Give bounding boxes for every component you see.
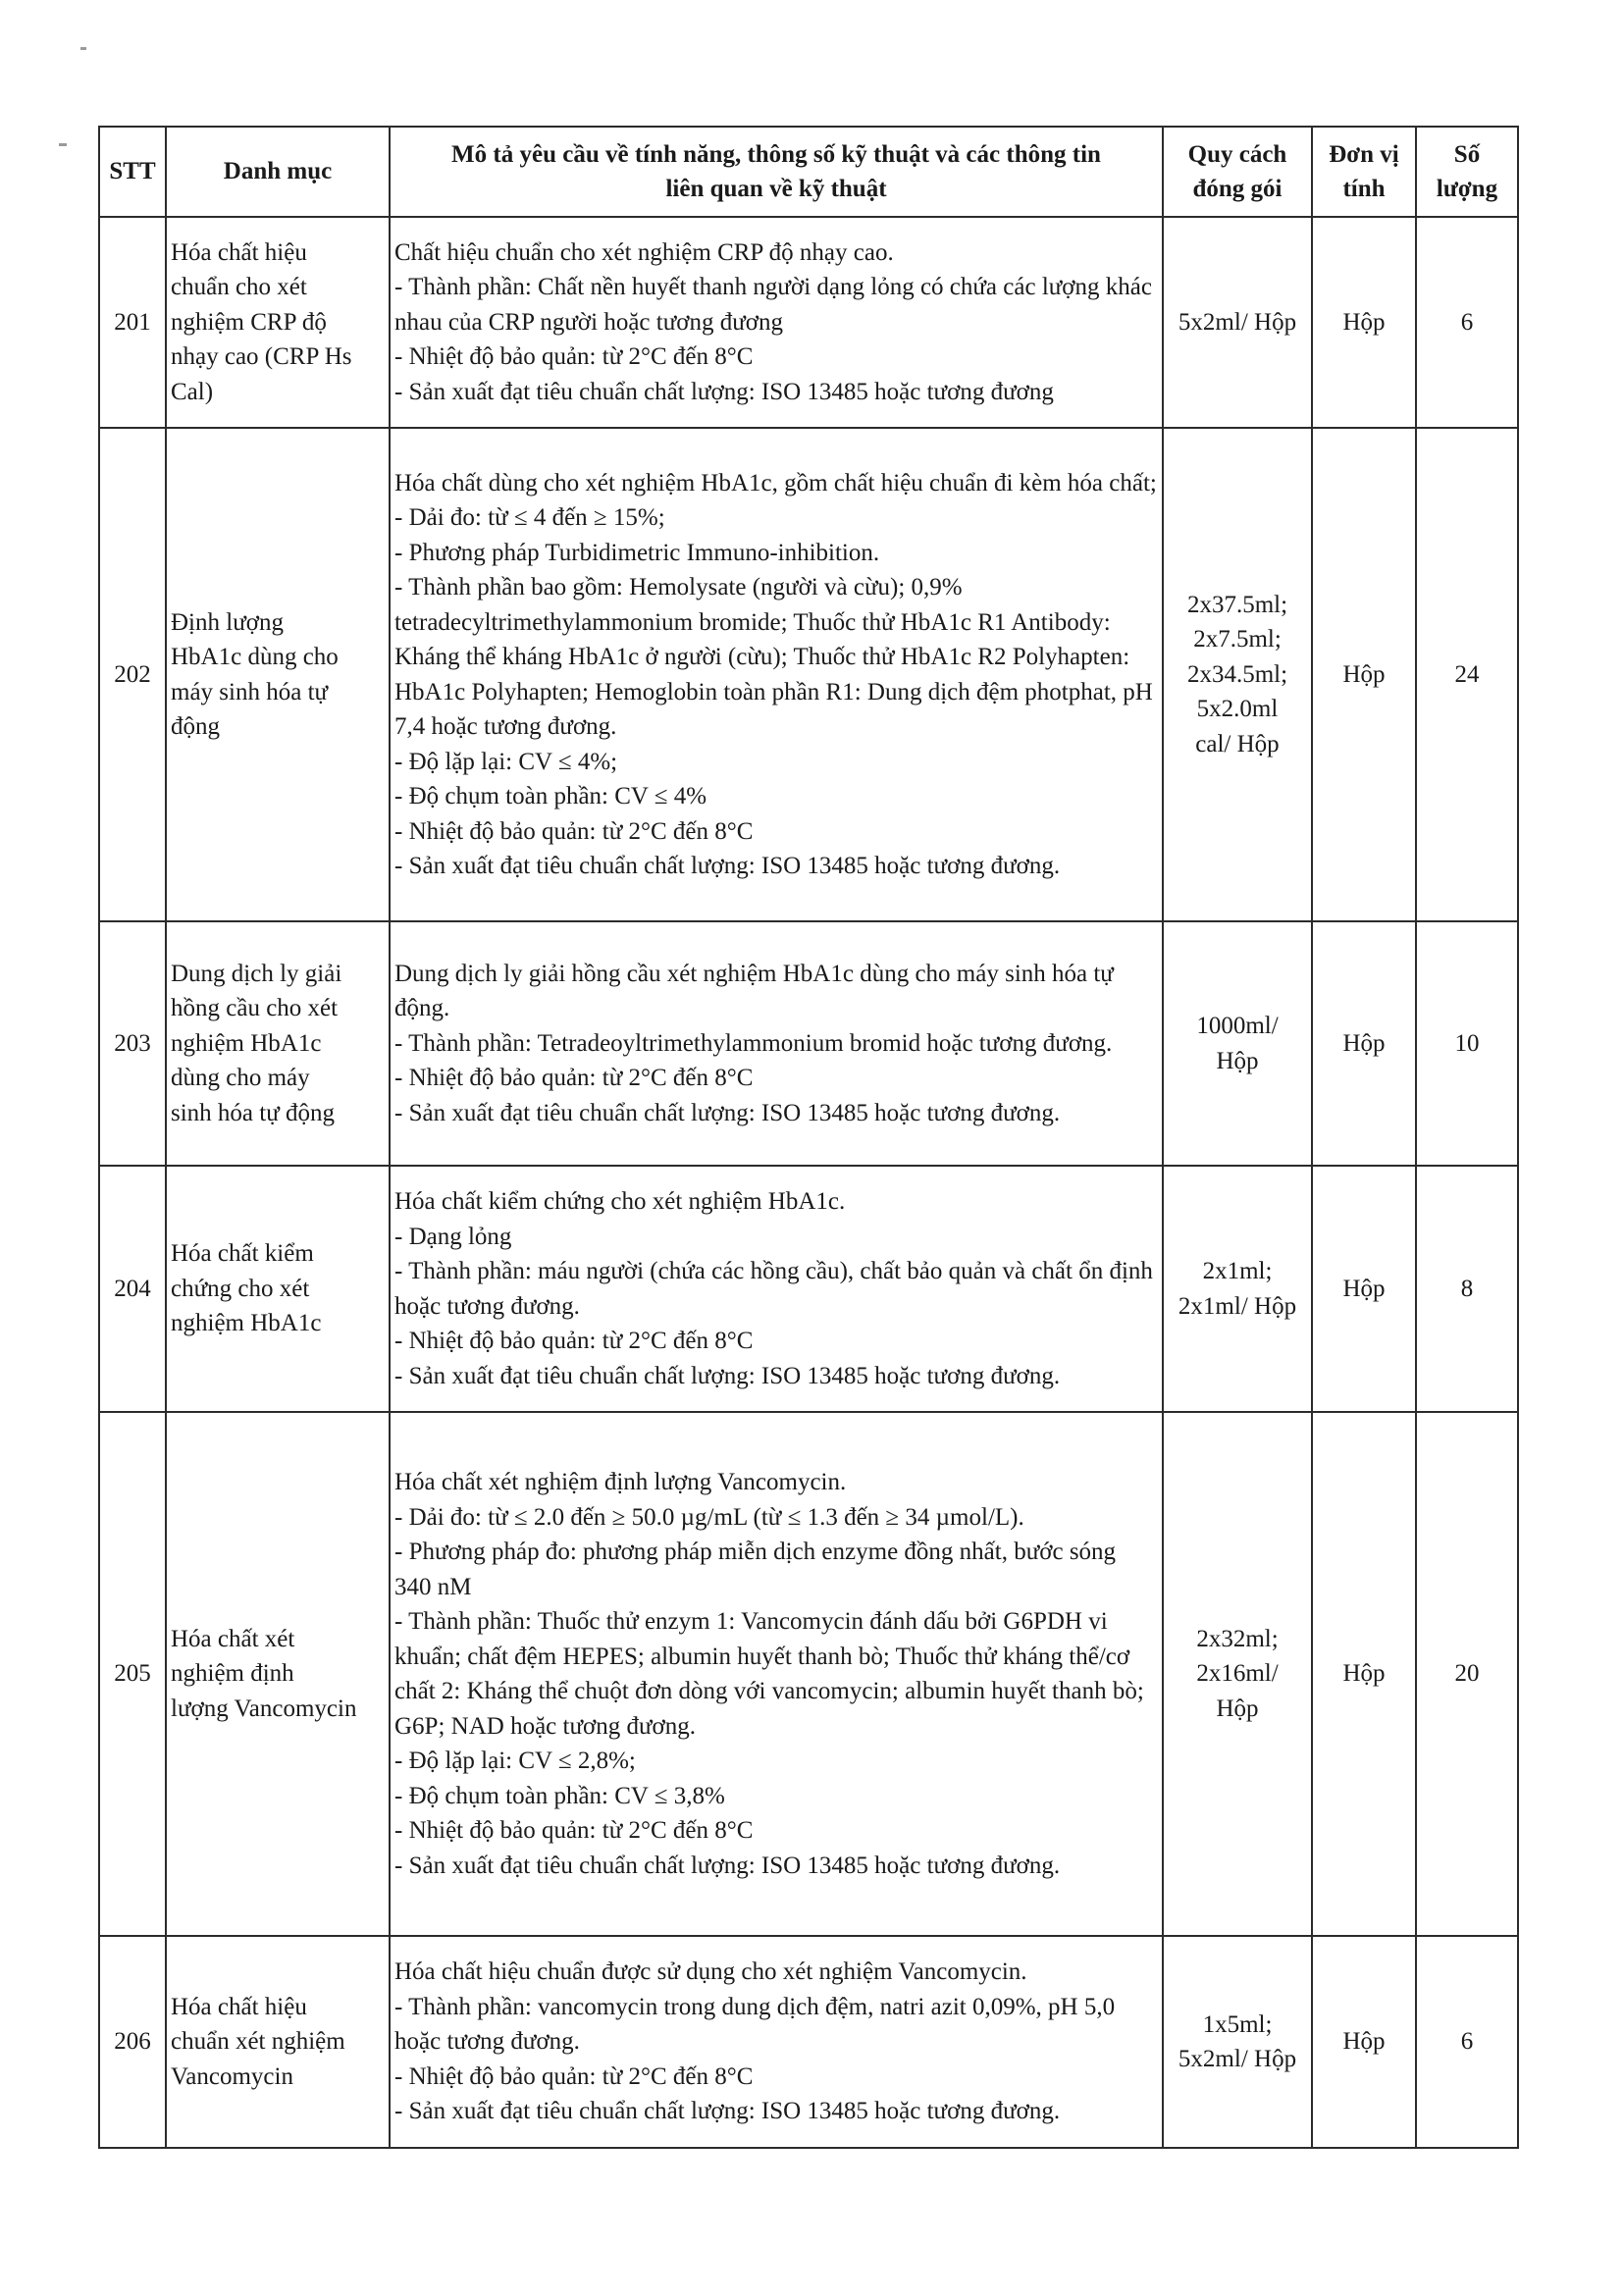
row-description: Hóa chất dùng cho xét nghiệm HbA1c, gồm chất hiệu chuẩn đi kèm hóa chất; - Dải đo: từ ≤ 4 đến ≥ 15%; - Phương pháp Turbidimetric Immuno-inhibition. - Thành phần bao gồm: Hemolysate (người và cừu); 0,9% tetradecyltrimethylammonium bromide; Thuốc thử HbA1c R1 Antibody: Kháng thể kháng HbA1c ở người (cừu); Thuốc thử HbA1c R2 Polyhapten: HbA1c Polyhapten; Hemoglobin toàn phần R1: Dung dịch đệm photphat, pH 7,4 hoặc tương đương. - Độ lặp lại: CV ≤ 4%; - Độ chụm toàn phần: CV ≤ 4% - Nhiệt độ bảo quản: từ 2°C đến 8°C - Sản xuất đạt tiêu chuẩn chất lượng: ISO 13485 hoặc tương đương. bbox=[390, 428, 1163, 921]
row-packaging: 1x5ml; 5x2ml/ Hộp bbox=[1163, 1936, 1312, 2148]
table-row bbox=[99, 1166, 1518, 1412]
row-description: Hóa chất hiệu chuẩn được sử dụng cho xét nghiệm Vancomycin. - Thành phần: vancomycin trong dung dịch đệm, natri azit 0,09%, pH 5,0 hoặc tương đương. - Nhiệt độ bảo quản: từ 2°C đến 8°C - Sản xuất đạt tiêu chuẩn chất lượng: ISO 13485 hoặc tương đương. bbox=[390, 1936, 1163, 2148]
header-category: Danh mục bbox=[166, 127, 390, 217]
header-description: Mô tả yêu cầu về tính năng, thông số kỹ thuật và các thông tin liên quan về kỹ thuật bbox=[390, 127, 1163, 217]
row-quantity: 6 bbox=[1416, 217, 1518, 428]
row-unit: Hộp bbox=[1312, 921, 1416, 1166]
row-stt: 202 bbox=[99, 428, 166, 921]
row-packaging: 1000ml/ Hộp bbox=[1163, 921, 1312, 1166]
row-packaging: 2x1ml; 2x1ml/ Hộp bbox=[1163, 1166, 1312, 1412]
row-category: Định lượng HbA1c dùng cho máy sinh hóa tự động bbox=[166, 428, 390, 921]
header-stt: STT bbox=[99, 127, 166, 217]
table-row bbox=[99, 921, 1518, 1166]
scan-speck bbox=[80, 47, 86, 50]
table-row bbox=[99, 1412, 1518, 1936]
row-unit: Hộp bbox=[1312, 217, 1416, 428]
row-packaging: 5x2ml/ Hộp bbox=[1163, 217, 1312, 428]
row-stt: 203 bbox=[99, 921, 166, 1166]
row-quantity: 8 bbox=[1416, 1166, 1518, 1412]
row-quantity: 20 bbox=[1416, 1412, 1518, 1936]
row-description: Dung dịch ly giải hồng cầu xét nghiệm HbA1c dùng cho máy sinh hóa tự động. - Thành phần: Tetradeoyltrimethylammonium bromid hoặc tương đương. - Nhiệt độ bảo quản: từ 2°C đến 8°C - Sản xuất đạt tiêu chuẩn chất lượng: ISO 13485 hoặc tương đương. bbox=[390, 921, 1163, 1166]
row-stt: 206 bbox=[99, 1936, 166, 2148]
row-unit: Hộp bbox=[1312, 1412, 1416, 1936]
row-unit: Hộp bbox=[1312, 1936, 1416, 2148]
table-row bbox=[99, 1936, 1518, 2148]
table-row bbox=[99, 428, 1518, 921]
row-category: Hóa chất kiểm chứng cho xét nghiệm HbA1c bbox=[166, 1166, 390, 1412]
row-description: Hóa chất kiểm chứng cho xét nghiệm HbA1c. - Dạng lỏng - Thành phần: máu người (chứa các hồng cầu), chất bảo quản và chất ổn định hoặc tương đương. - Nhiệt độ bảo quản: từ 2°C đến 8°C - Sản xuất đạt tiêu chuẩn chất lượng: ISO 13485 hoặc tương đương. bbox=[390, 1166, 1163, 1412]
row-quantity: 24 bbox=[1416, 428, 1518, 921]
specification-table bbox=[98, 126, 1519, 2149]
row-stt: 201 bbox=[99, 217, 166, 428]
header-quantity: Số lượng bbox=[1416, 127, 1518, 217]
header-unit: Đơn vị tính bbox=[1312, 127, 1416, 217]
row-unit: Hộp bbox=[1312, 1166, 1416, 1412]
row-packaging: 2x37.5ml; 2x7.5ml; 2x34.5ml; 5x2.0ml cal/ Hộp bbox=[1163, 428, 1312, 921]
row-packaging: 2x32ml; 2x16ml/ Hộp bbox=[1163, 1412, 1312, 1936]
row-category: Hóa chất hiệu chuẩn xét nghiệm Vancomycin bbox=[166, 1936, 390, 2148]
row-category: Dung dịch ly giải hồng cầu cho xét nghiệm HbA1c dùng cho máy sinh hóa tự động bbox=[166, 921, 390, 1166]
row-stt: 204 bbox=[99, 1166, 166, 1412]
table-row bbox=[99, 217, 1518, 428]
row-unit: Hộp bbox=[1312, 428, 1416, 921]
row-description: Chất hiệu chuẩn cho xét nghiệm CRP độ nhạy cao. - Thành phần: Chất nền huyết thanh người dạng lỏng có chứa các lượng khác nhau của CRP người hoặc tương đương - Nhiệt độ bảo quản: từ 2°C đến 8°C - Sản xuất đạt tiêu chuẩn chất lượng: ISO 13485 hoặc tương đương bbox=[390, 217, 1163, 428]
scan-speck bbox=[59, 143, 67, 146]
table-header-row bbox=[99, 127, 1518, 217]
row-description: Hóa chất xét nghiệm định lượng Vancomycin. - Dải đo: từ ≤ 2.0 đến ≥ 50.0 µg/mL (từ ≤ 1.3 đến ≥ 34 µmol/L). - Phương pháp đo: phương pháp miễn dịch enzyme đồng nhất, bước sóng 340 nM - Thành phần: Thuốc thử enzym 1: Vancomycin đánh dấu bởi G6PDH vi khuẩn; chất đệm HEPES; albumin huyết thanh bò; Thuốc thử kháng thể/cơ chất 2: Kháng thể chuột đơn dòng với vancomycin; albumin huyết thanh bò; G6P; NAD hoặc tương đương. - Độ lặp lại: CV ≤ 2,8%; - Độ chụm toàn phần: CV ≤ 3,8% - Nhiệt độ bảo quản: từ 2°C đến 8°C - Sản xuất đạt tiêu chuẩn chất lượng: ISO 13485 hoặc tương đương. bbox=[390, 1412, 1163, 1936]
row-category: Hóa chất hiệu chuẩn cho xét nghiệm CRP độ nhạy cao (CRP Hs Cal) bbox=[166, 217, 390, 428]
row-category: Hóa chất xét nghiệm định lượng Vancomycin bbox=[166, 1412, 390, 1936]
row-quantity: 10 bbox=[1416, 921, 1518, 1166]
row-quantity: 6 bbox=[1416, 1936, 1518, 2148]
header-packaging: Quy cách đóng gói bbox=[1163, 127, 1312, 217]
row-stt: 205 bbox=[99, 1412, 166, 1936]
